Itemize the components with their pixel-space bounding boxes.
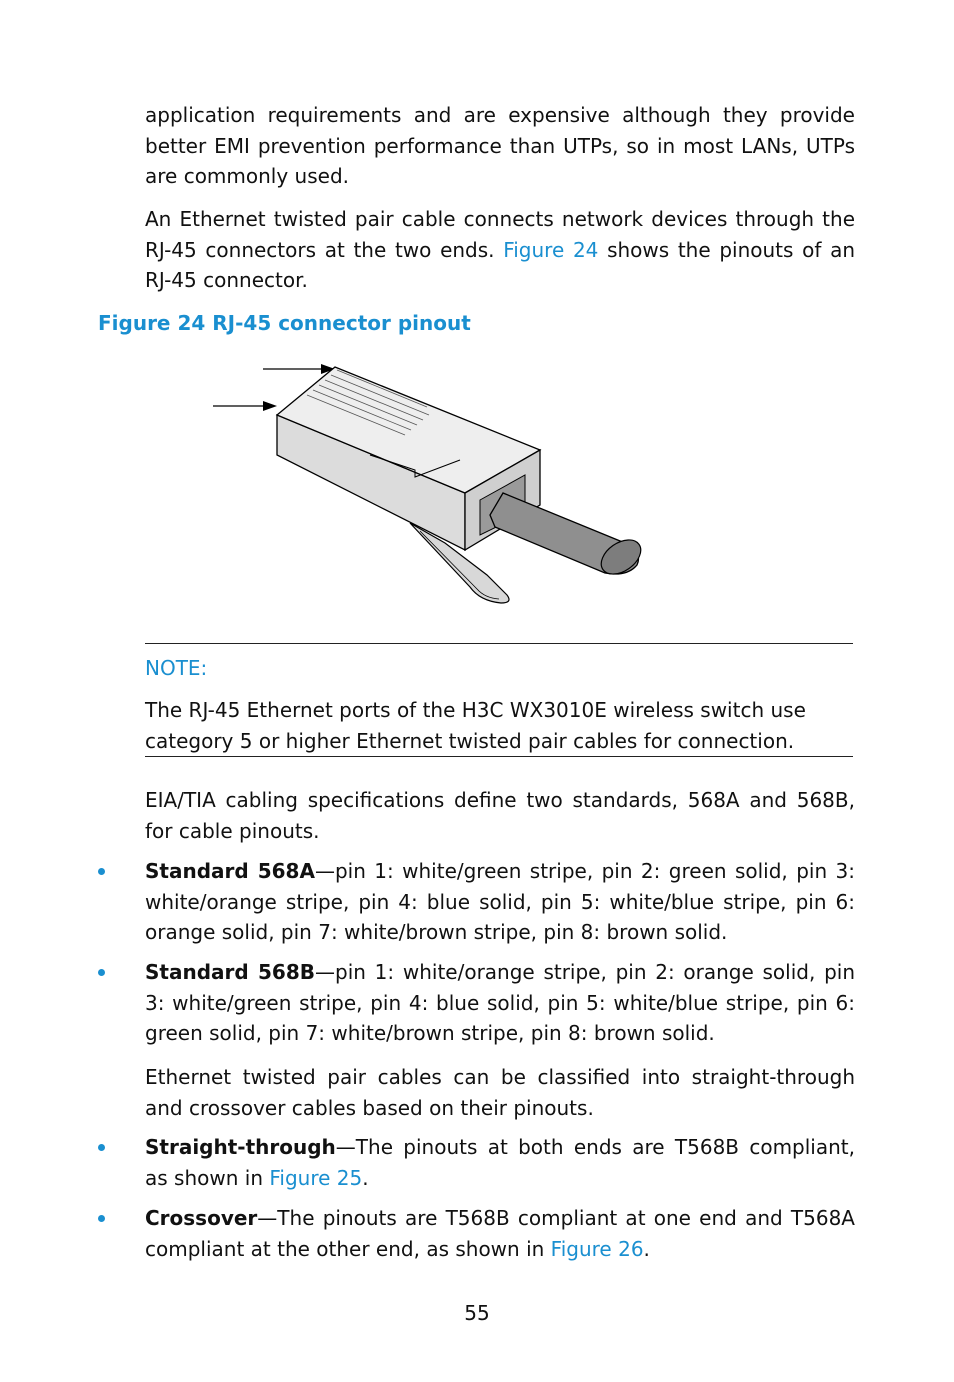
bullet-dot	[98, 1144, 105, 1151]
list-item-crossover	[145, 1203, 855, 1264]
list-item-crossover-text: —The pinouts are T568B compliant at one end and T568A compliant at the other end, as shown in	[145, 1206, 855, 1261]
note-text: The RJ-45 Ethernet ports of the H3C WX3010E wireless switch use category 5 or higher Ethernet twisted pair cables for connection.	[145, 698, 806, 753]
note-bottom-rule	[145, 756, 853, 757]
rj45-connector-illustration	[205, 355, 655, 615]
bullet-dot	[98, 969, 105, 976]
term-crossover: Crossover	[145, 1206, 258, 1230]
paragraph-eia-tia: EIA/TIA cabling specifications define two standards, 568A and 568B, for cable pinouts.	[145, 788, 855, 843]
paragraph-intro: application requirements and are expensive although they provide better EMI prevention performance than UTPs, so in most LANs, UTPs are commonly used.	[145, 103, 855, 188]
note-label: NOTE:	[145, 656, 208, 680]
list-item-straight-through-text: —The pinouts at both ends are T568B compliant, as shown in	[145, 1135, 855, 1190]
list-item-568a	[145, 856, 855, 948]
list-item-568a-text: —pin 1: white/green stripe, pin 2: green solid, pin 3: white/orange stripe, pin 4: blue solid, pin 5: white/blue stripe, pin 6: orange solid, pin 7: white/brown stripe, pin 8: brown solid.	[145, 859, 855, 944]
paragraph-rj45	[145, 204, 855, 296]
list-item-crossover-end: .	[643, 1236, 650, 1261]
figure-25-link[interactable]: Figure 25	[269, 1165, 363, 1190]
list-item-straight-through-end: .	[362, 1165, 369, 1190]
term-568b: Standard 568B	[145, 960, 316, 984]
figure-caption: Figure 24 RJ-45 connector pinout	[98, 311, 471, 335]
page-number: 55	[464, 1301, 490, 1325]
list-item-568b-text: —pin 1: white/orange stripe, pin 2: orange solid, pin 3: white/green stripe, pin 4: blue solid, pin 5: white/blue stripe, pin 6: green solid, pin 7: white/brown stripe, pin 8: brown solid.	[145, 960, 855, 1045]
note-top-rule	[145, 643, 853, 644]
figure-26-link[interactable]: Figure 26	[550, 1236, 644, 1261]
term-568a: Standard 568A	[145, 859, 315, 883]
list-item-straight-through	[145, 1132, 855, 1193]
paragraph-rj45-text: An Ethernet twisted pair cable connects network devices through the RJ-45 connectors at the two ends.	[145, 207, 855, 262]
paragraph-cable-types: Ethernet twisted pair cables can be classified into straight-through and crossover cables based on their pinouts.	[145, 1065, 855, 1120]
bullet-dot	[98, 1215, 105, 1222]
term-straight-through: Straight-through	[145, 1135, 336, 1159]
pin-arrowhead-lower	[263, 401, 277, 411]
figure-24-link[interactable]: Figure 24	[503, 237, 599, 262]
rj45-connector-figure	[205, 355, 655, 615]
bullet-dot	[98, 868, 105, 875]
paragraph-rj45-text-end: shows the pinouts of an RJ-45 connector.	[145, 237, 855, 292]
list-item-568b	[145, 957, 855, 1049]
